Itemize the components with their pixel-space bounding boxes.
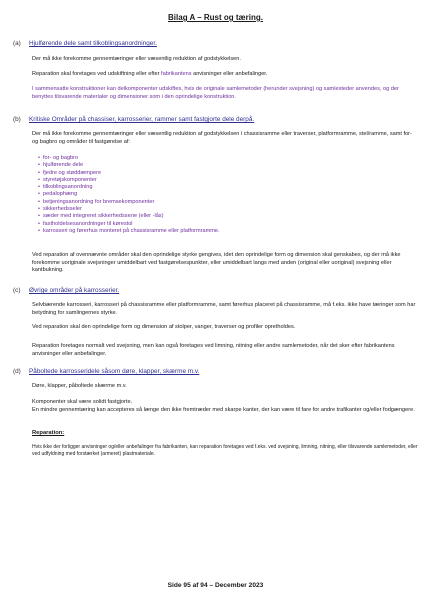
list-item: • styretøjskomponenter (38, 177, 398, 184)
list-item: • karrosseri og førerhus monteret på chassisramme eller platformramme. (38, 228, 398, 235)
section-a-paragraph-3: I sammensatte konstruktioner kan delkomponenter udskiftes, hvis de originale samlemetoder (herunder svejsning) og samlesteder anvendes, og der benyttes tilsvarende materialer og dimensioner som i den oprindelige konstruktion. (32, 86, 399, 100)
section-d-heading (13, 368, 199, 376)
section-d-title: Påboltede karrosseridele såsom døre, klapper, skærme m.v. (29, 368, 200, 375)
section-c-paragraph-1: Selvbærende karrosseri, karrosseri på chassisramme eller platformramme, samt førerhus placeret på chassisramme, må f.eks. ikke have tæringer som har betydning for samlingernes styrke. (32, 302, 416, 316)
section-a-paragraph-1: Der må ikke forekomme gennemtæringer eller væsentlig reduktion af godstykkelsen. (32, 56, 241, 62)
section-b-title: Kritiske Områder på chassiser, karrosserier, rammer samt fastgjorte dele derpå. (29, 116, 255, 123)
page-footer: Side 95 af 94 – December 2023 (167, 582, 264, 589)
section-a-letter: (a) (13, 40, 21, 47)
section-a-p2-start: Reparation skal foretages ved udskiftning eller efter (32, 71, 162, 77)
list-item: • fjedre og støddæmpere (38, 170, 398, 177)
section-c-paragraph-2: Ved reparation skal den oprindelige form og dimension af stolper, vanger, traverser og profiler opretholdes. (32, 324, 296, 330)
list-item: • hjulførende dele (38, 162, 398, 169)
list-item: • fastholdelsesanordninger til kørestol (38, 221, 398, 228)
section-b-bullet-list (38, 155, 398, 235)
list-item: • sikkerhedsseler (38, 206, 398, 213)
section-a-title: Hjulførende dele samt tilkoblingsanordninger. (29, 40, 157, 47)
section-a-p2-purple: fabrikantens (161, 71, 192, 77)
section-c-letter: (c) (13, 287, 21, 294)
page-title: Bilag A – Rust og tæring. (168, 13, 263, 22)
section-a-p2-end: anvisninger eller anbefalinger. (191, 71, 268, 77)
section-b-paragraph-1: Der må ikke forekomme gennemtæringer eller væsentlig reduktion af godstykkelsen i chassisramme eller traverser, platformramme, stel/ramme, samt for- og bagbro og områder til fastgørelse af: (32, 131, 412, 145)
section-a-heading (13, 40, 157, 48)
repair-heading: Reparation: (32, 430, 65, 436)
list-item: • for- og bagbro (38, 155, 398, 162)
section-d-paragraph-2: Komponenter skal være solidt fastgjorte. (32, 399, 133, 405)
section-c-heading (13, 287, 119, 295)
section-c-title: Øvrige områder på karrosserier. (29, 287, 120, 294)
list-item: • pedalophæng (38, 191, 398, 198)
list-item: • tilkoblingsanordning (38, 184, 398, 191)
section-d-paragraph-1: Døre, klapper, påboltede skærme m.v. (32, 383, 127, 389)
section-d-paragraph-3: En mindre gennemtæring kan accepteres så længe den ikke fremtræder med skarpe kanter, der kan være til fare for andre trafikanter og/eller fodgængere. (32, 407, 415, 413)
section-c-paragraph-3: Reparation foretages normalt ved svejsning, men kan også foretages ved limning, nitning eller andre samlemetoder, når det sker efter fabrikantens anvisninger eller anbefalinger. (32, 343, 395, 357)
section-d-letter: (d) (13, 368, 21, 375)
list-item: • betjeningsanordning for bremsekomponenter (38, 199, 398, 206)
section-b-heading (13, 116, 254, 124)
section-b-paragraph-2: Ved reparation af ovennævnte områder skal den oprindelige styrke gengives, idet den oprindelige form og dimension skal genskabes, og der må ikke forekomme uoriginale svejsninger umiddelbart ved fastgørelsespunkter, eller umiddelbart langs med anden (original eller uoriginal) svejsning eller kantbukning. (32, 252, 401, 274)
section-b-letter: (b) (13, 116, 21, 123)
repair-paragraph: Hvis ikke der forligger anvisninger og/eller anbefalinger fra fabrikanten, kan reparation foretages ved f.eks. ved svejsning, limning, nitning, eller tilsvarende samlemetoder, eller ved udfyldning med forstærket (armeret) plastmateriale. (32, 444, 418, 458)
section-a-paragraph-2 (32, 71, 417, 79)
list-item: • sæder med integreret sikkerhedsseле (eller -lås) (38, 213, 398, 220)
